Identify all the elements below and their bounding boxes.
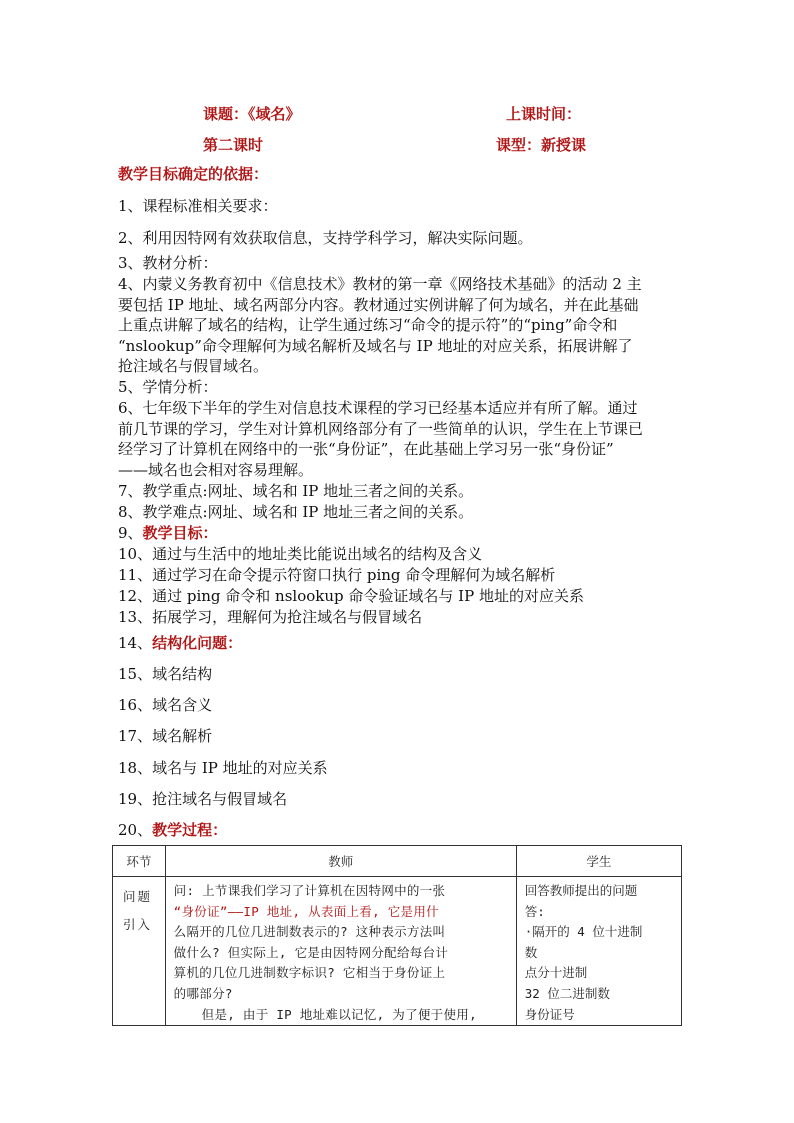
item-4-line: “nslookup”命令理解何为域名解析及域名与 IP 地址的对应关系，拓展讲解了: [118, 336, 633, 355]
lesson-topic: 课题：《域名》: [203, 105, 301, 123]
teaching-process-heading: 教学过程：: [152, 821, 228, 839]
item-6-line: ——域名也会相对容易理解。: [118, 460, 314, 479]
item-14-number: 14、: [118, 634, 153, 652]
item-5: 5、学情分析：: [118, 378, 218, 396]
teacher-line: “身份证”——IP 地址, 从表面上看, 它是用什: [173, 903, 439, 919]
item-18: 18、域名与 IP 地址的对应关系: [118, 759, 328, 777]
item-1: 1、课程标准相关要求：: [118, 197, 278, 215]
student-line: 点分十进制: [524, 965, 588, 981]
table-row: [113, 877, 682, 1026]
item-17: 17、域名解析: [118, 727, 213, 745]
class-time-label: 上课时间：: [506, 105, 582, 123]
student-line: 数: [524, 944, 538, 960]
teacher-line: 的哪部分?: [173, 985, 233, 1001]
item-19: 19、抢注域名与假冒域名: [118, 790, 288, 808]
basis-heading: 教学目标确定的依据：: [118, 165, 269, 183]
item-4-paragraph: [118, 274, 680, 377]
item-9: [118, 523, 218, 543]
teacher-line: 算机的几位几进制数字标识? 它相当于身份证上: [173, 965, 446, 981]
teacher-line: 问: 上节课我们学习了计算机在因特网中的一张: [173, 883, 446, 898]
teacher-cell: [165, 877, 516, 1026]
item-6-paragraph: [118, 398, 680, 480]
teacher-line: 做什么? 但实际上, 它是由因特网分配给每台计: [173, 944, 449, 960]
item-6-line: 经学习了计算机在网络中的一张“身份证”，在此基础上学习另一张“身份证”: [118, 440, 614, 458]
item-9-number: 9、: [118, 524, 143, 542]
item-6-line: 前几节课的学习，学生对计算机网络部分有了一些简单的认识，学生在上节课已: [118, 419, 644, 438]
teacher-line: 么隔开的几位几进制数表示的? 这种表示方法叫: [173, 924, 446, 940]
item-3: 3、教材分析：: [118, 254, 218, 272]
item-12: 12、通过 ping 命令和 nslookup 命令验证域名与 IP 地址的对应关系: [118, 587, 584, 605]
table-header-row: [113, 846, 682, 877]
item-14: [118, 633, 242, 653]
item-7: 7、教学重点:网址、域名和 IP 地址三者之间的关系。: [118, 482, 474, 500]
item-4-line: 抢注域名与假冒域名。: [118, 357, 269, 375]
teacher-line: 但是, 由于 IP 地址难以记忆, 为了便于使用,: [201, 1006, 477, 1022]
stage-cell: [113, 877, 166, 1026]
item-13: 13、拓展学习，理解何为抢注域名与假冒域名: [118, 608, 423, 626]
student-line: 32 位二进制数: [524, 985, 610, 1001]
lesson-type: 课型：新授课: [496, 136, 587, 154]
structured-questions-heading: 结构化问题：: [152, 634, 243, 652]
teaching-process-table: [112, 845, 682, 1026]
item-20: [118, 820, 227, 840]
item-10: 10、通过与生活中的地址类比能说出域名的结构及含义: [118, 545, 483, 563]
item-4-line: 上重点讲解了域名的结构，让学生通过练习“命令的提示符”的“ping”命令和: [118, 316, 618, 334]
item-11: 11、通过学习在命令提示符窗口执行 ping 命令理解何为域名解析: [118, 566, 556, 584]
student-line: 回答教师提出的问题: [524, 883, 638, 898]
column-header-student: 学生: [516, 846, 681, 877]
student-line: 身份证号: [524, 1006, 575, 1022]
stage-line: 引入: [123, 917, 153, 932]
item-6-line: 6、七年级下半年的学生对信息技术课程的学习已经基本适应并有所了解。通过: [118, 399, 638, 417]
item-4-line: 要包括 IP 地址、域名两部分内容。教材通过实例讲解了何为域名，并在此基础: [118, 295, 639, 314]
column-header-teacher: 教师: [165, 846, 516, 877]
stage-line: 问题: [123, 889, 153, 904]
item-20-number: 20、: [118, 821, 153, 839]
student-cell: [516, 877, 681, 1026]
item-2: 2、利用因特网有效获取信息，支持学科学习，解决实际问题。: [118, 229, 533, 247]
teaching-goals-heading: 教学目标：: [142, 524, 218, 542]
item-8: 8、教学难点:网址、域名和 IP 地址三者之间的关系。: [118, 503, 474, 521]
lesson-period: 第二课时: [203, 136, 264, 154]
student-line: 答:: [524, 903, 545, 919]
item-15: 15、域名结构: [118, 665, 213, 683]
student-line: ·隔开的 4 位十进制: [524, 924, 643, 940]
item-4-line: 4、内蒙义务教育初中《信息技术》教材的第一章《网络技术基础》的活动 2 主: [118, 275, 642, 293]
column-header-stage: 环节: [113, 846, 166, 877]
item-16: 16、域名含义: [118, 696, 213, 714]
